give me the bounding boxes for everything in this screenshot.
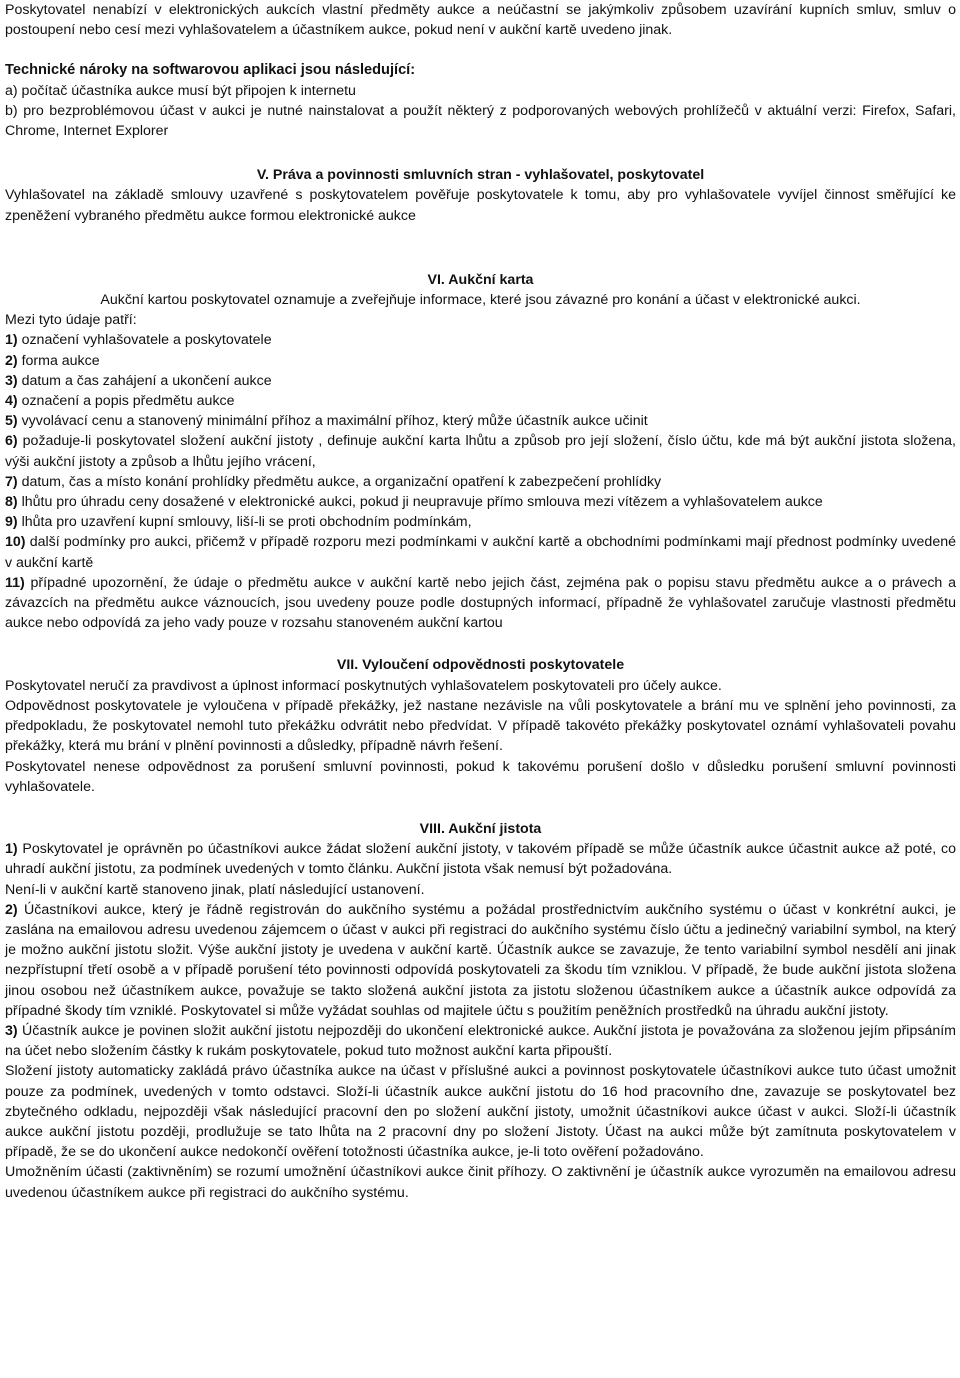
section-v-heading: V. Práva a povinnosti smluvních stran - vyhlašovatel, poskytovatel	[256, 167, 705, 184]
section-vi-intro-2: Mezi tyto údaje patří:	[5, 312, 137, 329]
section-viii-heading: VIII. Aukční jistota	[419, 820, 542, 837]
section-vii-paragraph-2: Odpovědnost poskytovatele je vyloučena v případě překážky, jež nastane nezávisle na vůli poskytovatele a brání mu ve splnění jeho povinnosti, za předpokladu, že poskytovatel nemohl tuto překážku odvrátit nebo předvídat. V případě takovéto překážky poskytovatel oznámí vyhlašovateli povahu překážky, která mu brání v plnění povinnosti a důsledky, případně návrh řešení.	[5, 697, 956, 755]
section-viii-paragraph-5: Umožněním účasti (zaktivněním) se rozumí umožnění účastníkovi aukce činit příhozy. O zaktivnění je účastník aukce vyrozuměn na emailovou adresu uvedenou účastníkem aukce při registraci do aukčního systému.	[5, 1164, 956, 1201]
list-item: 3) datum a čas zahájení a ukončení aukce	[5, 372, 272, 389]
section-vii-heading: VII. Vyloučení odpovědnosti poskytovatele	[336, 657, 625, 674]
section-vii-paragraph-3: Poskytovatel nenese odpovědnost za porušení smluvní povinnosti, pokud k takovému porušení došlo v důsledku porušení smluvní povinnosti vyhlašovatele.	[5, 758, 956, 795]
list-item: 10) další podmínky pro aukci, přičemž v případě rozporu mezi podmínkami v aukční kartě a obchodními podmínkami mají přednost podmínky uvedené v aukční kartě	[5, 534, 956, 571]
list-item: 9) lhůta pro uzavření kupní smlouvy, liší-li se proti obchodním podmínkám,	[5, 514, 472, 531]
section-vii-paragraph-1: Poskytovatel neručí za pravdivost a úplnost informací poskytnutých vyhlašovatelem poskytovateli pro účely aukce.	[5, 677, 722, 694]
auction-card-items-list	[5, 330, 956, 633]
list-item: 6) požaduje-li poskytovatel složení aukční jistoty , definuje aukční karta lhůtu a způsob pro její složení, číslo účtu, kde má být aukční jistota složena, výši aukční jistoty a způsob a lhůtu jejího vrácení,	[5, 433, 956, 470]
tech-requirements-heading: Technické nároky na softwarovou aplikaci jsou následující:	[5, 62, 416, 79]
section-v-text: Vyhlašovatel na základě smlouvy uzavřené s poskytovatelem pověřuje poskytovatele k tomu, aby pro vyhlašovatele vyvíjel činnost směřující ke zpeněžení vybraného předmětu aukce formou elektronické aukce	[5, 187, 956, 224]
section-viii-paragraph-3: 3) Účastník aukce je povinen složit aukční jistotu nejpozději do ukončení elektronické aukce. Aukční jistota je považována za složenou jejím připsáním na účet nebo složením částky k rukám poskytovatele, pokud tuto možnost aukční karta připouští.	[5, 1022, 956, 1060]
list-item: 1) označení vyhlašovatele a poskytovatele	[5, 332, 272, 349]
section-viii-paragraph-4: Složení jistoty automaticky zakládá právo účastníka aukce na účast v příslušné aukci a povinnost poskytovatele účastníkovi aukce tuto účast umožnit pouze za podmínek, uvedených v tomto odstavci. Složí-li účastník aukce aukční jistotu do 16 hod pracovního dne, zavazuje se poskytovatel bez zbytečného odkladu, nejpozději však následující pracovní den po složení aukční jistoty, umožnit účastníkovi aukce účast v aukci. Složí-li účastník aukce aukční jistotu později, prodlužuje se tato lhůta na 2 pracovní dny po složení Jistoty. Účast na aukci může být zamítnuta poskytovatelem v případě, že se do ukončení aukce nedokončí ověření totožnosti účastníka aukce, je-li toto ověření požadováno.	[5, 1063, 956, 1161]
section-vi-intro: Aukční kartou poskytovatel oznamuje a zveřejňuje informace, které jsou závazné pro konání a účast v elektronické aukci.	[100, 292, 861, 309]
list-item: 8) lhůtu pro úhradu ceny dosažené v elektronické aukci, pokud ji neupravuje přímo smlouva mezi vítězem a vyhlašovatelem aukce	[5, 494, 823, 511]
section-viii-paragraph-1b: Není-li v aukční kartě stanoveno jinak, platí následující ustanovení.	[5, 881, 425, 898]
tech-requirement-b: b) pro bezproblémovou účast v aukci je nutné nainstalovat a použít některý z podporovaných webových prohlížečů v aktuální verzi: Firefox, Safari, Chrome, Internet Explorer	[5, 102, 956, 140]
list-item: 11) případné upozornění, že údaje o předmětu aukce v aukční kartě nebo jejich část, zejména pak o popisu stavu předmětu aukce a o právech a závazcích na předmětu aukce váznoucích, jsou uvedeny pouze podle dostupných informací, případně že vyhlašovatel zaručuje vlastnosti předmětu aukce nebo odpovídá za jeho vady pouze v rozsahu stanoveném aukční kartou	[5, 574, 956, 632]
section-vi-heading: VI. Aukční karta	[427, 271, 534, 288]
list-item: 7) datum, čas a místo konání prohlídky předmětu aukce, a organizační opatření k zabezpečení prohlídky	[5, 473, 662, 490]
section-viii-paragraph-1: 1) Poskytovatel je oprávněn po účastníkovi aukce žádat složení aukční jistoty, v takovém případě se může účastník aukce účastnit aukce až poté, co uhradí aukční jistotu, za podmínek uvedených v tomto článku. Aukční jistota však nemusí být požadována.	[5, 841, 956, 878]
list-item: 5) vyvolávací cenu a stanovený minimální příhoz a maximální příhoz, který může účastník aukce učinit	[5, 413, 648, 430]
intro-paragraph: Poskytovatel nenabízí v elektronických aukcích vlastní předměty aukce a neúčastní se jakýmkoliv způsobem uzavírání kupních smluv, smluv o postoupení nebo cesí mezi vyhlašovatelem a účastníkem aukce, pokud není v aukční kartě uvedeno jinak.	[5, 2, 956, 39]
tech-requirement-a: a) počítač účastníka aukce musí být připojen k internetu	[5, 82, 356, 99]
list-item: 2) forma aukce	[5, 352, 100, 369]
list-item: 4) označení a popis předmětu aukce	[5, 393, 235, 410]
section-viii-paragraph-2: 2) Účastníkovi aukce, který je řádně registrován do aukčního systému a požádal prostřednictvím aukčního systému o účast v konkrétní aukci, je zaslána na emailovou adresu uvedenou zájemcem o účast v aukci při registraci do aukčního systému číslo účtu a jedinečný variabilní symbol, na který je možno aukční jistotu složit. Výše aukční jistoty je uvedena v aukční kartě. Účastník aukce se zavazuje, že tento variabilní symbol nesdělí ani jinak nezpřístupní třetí osobě a v případě porušení této povinnosti odpovídá poskytovateli za škodu tím vzniklou. V případě, že bude aukční jistota složena jinou osobou než účastníkem aukce, považuje se takto složená aukční jistota za jistotu složenou účastníkem aukce a účastník aukce odpovídá za případné škody tím vzniklé. Poskytovatel si může vyžádat souhlas od majitele účtu s použitím peněžních prostředků na úhradu aukční jistoty.	[5, 901, 956, 1019]
